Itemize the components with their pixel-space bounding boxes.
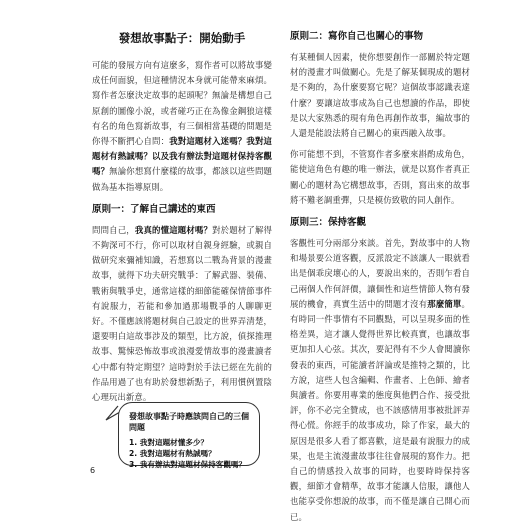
principle-two-paragraph-2: 你可能想不到，不管寫作者多麼來斟酌成角色，能使這角色有趣的唯一辦法，就是以寫作者真正關心的題材為它構想故事，否則，寫出來的故事將不難老調重彈，只是模仿致敬的同人創作。 xyxy=(290,149,470,205)
principle-three-body: 。有時同一件事情有不同觀點，可以呈現多面的性格差異，這才讓人覺得世界比較真實，也讓故事更加扣人心弦。其次，要記得有不少人會閱讀你發表的東西，可能讀者評論或是推特之類的，比方說，這些人包含編輯、作畫者、上色師、繪者與讀者。你要用專業的態度與他們合作、接受批評，你不必完全贊成，也不該感情用事被批評弄得心慌。你經手的故事成功，除了作家，最大的原因是很多人看了都喜歡，這是最有說服力的成果，也是主流漫畫故事往往會展現的寫作力。把自己的情感投入故事的同時，也要時時保持客觀，細節才會精準，故事才能讓人信服，讓他人也能享受你想說的故事，而不僅是讓自己開心而已。 xyxy=(290,298,470,522)
questions-callout-box xyxy=(118,402,260,469)
callout-title: 發想故事點子時應該問自己的三個問題 xyxy=(129,412,249,432)
intro-text: 可能的發展方向有這麼多，寫作者可以將故事變成任何面貌，但這種情況本身就可能帶來麻煩。寫作者怎麼決定故事的起頭呢？無論是構想自己原創的圖像小說，或者碰巧正在為像金鋼狼這樣有名的角色寫新故事，有三個相當基礎的問題是你得不斷捫心自問： xyxy=(92,60,272,147)
section-heading-2: 原則二：寫你自己也關心的事物 xyxy=(290,31,424,42)
principle-one-question: 我真的懂這題材嗎？ xyxy=(134,224,213,235)
principle-one-lead: 問問自己， xyxy=(92,224,135,235)
principle-one-body: 對於題材了解得不夠深可不行，你可以取材自親身經驗，或親自做研究來彌補知識，若想寫以二戰為背景的漫畫故事，就得下功夫研究戰爭：了解武器、裝備、戰術與戰爭史，通常這樣的細節能確保情節事件有說服力，若能和參加過那場戰爭的人聊聊更好。不僅應該將題材與自己設定的世界弄清楚，還要明白這故事涉及的類型，比方說，偵探推理故事、驚悚恐怖故事或浪漫愛情故事的漫畫讀者心中都有特定期望？這時對於手法已經在先前的作品用過了也有助於發想新點子，利用慣例置陰心理玩出新意。 xyxy=(92,224,273,403)
principle-three-lead: 客觀性可分兩部分來談。首先，對故事中的人物和場景要公道客觀，反派設定不該讓人一眼就看出是個乖戾壞心的人，要說出來的，否則乍看自己兩個人作何評價，讓個性和這些情節人物有發展的機會，真實生活中的問題才沒有 xyxy=(290,238,470,309)
page-number: 6 xyxy=(90,466,96,475)
principle-one-paragraph xyxy=(92,223,272,405)
page-title: 發想故事點子：開始動手 xyxy=(118,31,246,45)
callout-question: 3. 我有辦法對這題材保持客觀嗎？ xyxy=(129,460,247,469)
callout-question: 1. 我對這題材懂多少？ xyxy=(129,438,209,447)
principle-three-emphasis: 那麼簡單 xyxy=(427,298,462,309)
intro-key-questions: 我對這題材入迷嗎？我對這題材有熱誠嗎？以及我有辦法對這題材保持客觀嗎？ xyxy=(92,136,272,177)
left-column xyxy=(92,28,272,411)
section-heading-1: 原則一：了解自己講述的東西 xyxy=(92,203,216,215)
intro-tail: 無論你想寫什麼樣的故事，都該以這些問題做為基本指導原則。 xyxy=(92,166,272,192)
principle-three-paragraph xyxy=(290,236,470,525)
principle-two-paragraph-1: 有某種個人因素，使你想要創作一部關於特定題材的漫畫才叫做關心。先是了解某個現成的題材是不夠的，為什麼要寫它呢？這個故事認識表達什麼？要讓這故事成為自己也想讀的作品，即使是以大家熟悉的現有角色再創作故事，編故事的人還是能設法將自己關心的東西融入故事。 xyxy=(290,52,470,139)
section-heading-3: 原則三：保持客觀 xyxy=(290,217,367,229)
callout-question: 2. 我對這題材有熱誠嗎？ xyxy=(129,449,216,458)
intro-paragraph xyxy=(92,58,272,195)
right-column xyxy=(290,28,470,531)
